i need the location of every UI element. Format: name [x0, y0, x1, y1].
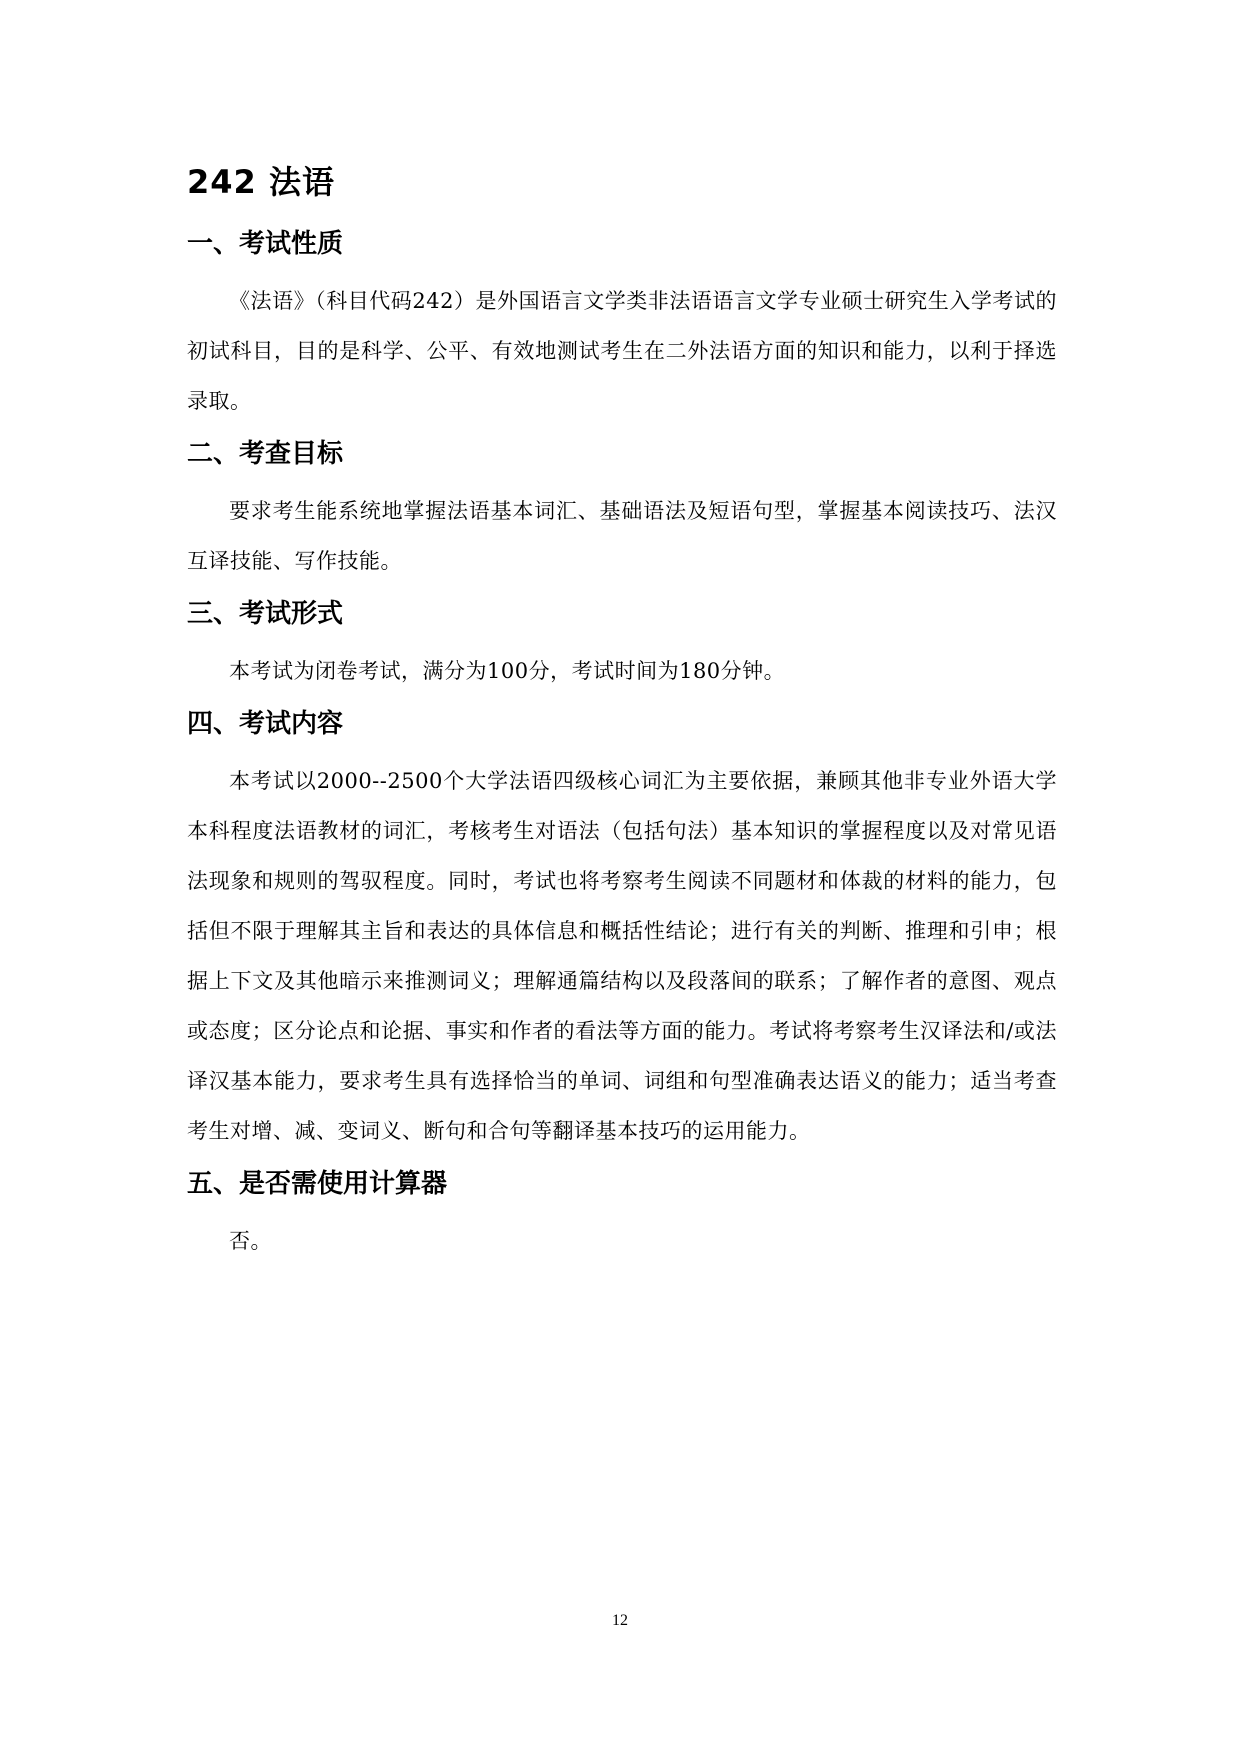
- section-paragraph: 否。: [229, 1229, 272, 1253]
- section-heading: 二、考查目标: [187, 439, 344, 469]
- section-paragraph: 要求考生能系统地掌握法语基本词汇、基础语法及短语句型，掌握基本阅读技巧、法汉互译技能、写作技能。: [187, 499, 1057, 573]
- document-title: 242 法语: [187, 163, 335, 201]
- section-exam-content: [187, 704, 1057, 1156]
- section-paragraph: 本考试以2000--2500个大学法语四级核心词汇为主要依据，兼顾其他非专业外语大学本科程度法语教材的词汇，考核考生对语法（包括句法）基本知识的掌握程度以及对常见语法现象和规则的驾驭程度。同时，考试也将考察考生阅读不同题材和体裁的材料的能力，包括但不限于理解其主旨和表达的具体信息和概括性结论；进行有关的判断、推理和引申；根据上下文及其他暗示来推测词义；理解通篇结构以及段落间的联系；了解作者的意图、观点或态度；区分论点和论据、事实和作者的看法等方面的能力。考试将考察考生汉译法和/或法译汉基本能力，要求考生具有选择恰当的单词、词组和句型准确表达语义的能力；适当考查考生对增、减、变词义、断句和合句等翻译基本技巧的运用能力。: [187, 769, 1057, 1143]
- document-body: [187, 160, 1057, 1274]
- page-number: 12: [612, 1612, 628, 1629]
- section-heading: 四、考试内容: [187, 709, 344, 739]
- section-exam-format: [187, 594, 1057, 696]
- section-heading: 一、考试性质: [187, 229, 344, 259]
- section-paragraph: 《法语》（科目代码242）是外国语言文学类非法语语言文学专业硕士研究生入学考试的初试科目，目的是科学、公平、有效地测试考生在二外法语方面的知识和能力，以利于择选录取。: [187, 289, 1057, 413]
- section-exam-objectives: [187, 434, 1057, 586]
- section-heading: 五、是否需使用计算器: [187, 1169, 448, 1199]
- section-exam-nature: [187, 224, 1057, 426]
- section-calculator: [187, 1164, 1057, 1266]
- section-paragraph: 本考试为闭卷考试，满分为100分，考试时间为180分钟。: [229, 659, 786, 683]
- section-heading: 三、考试形式: [187, 599, 344, 629]
